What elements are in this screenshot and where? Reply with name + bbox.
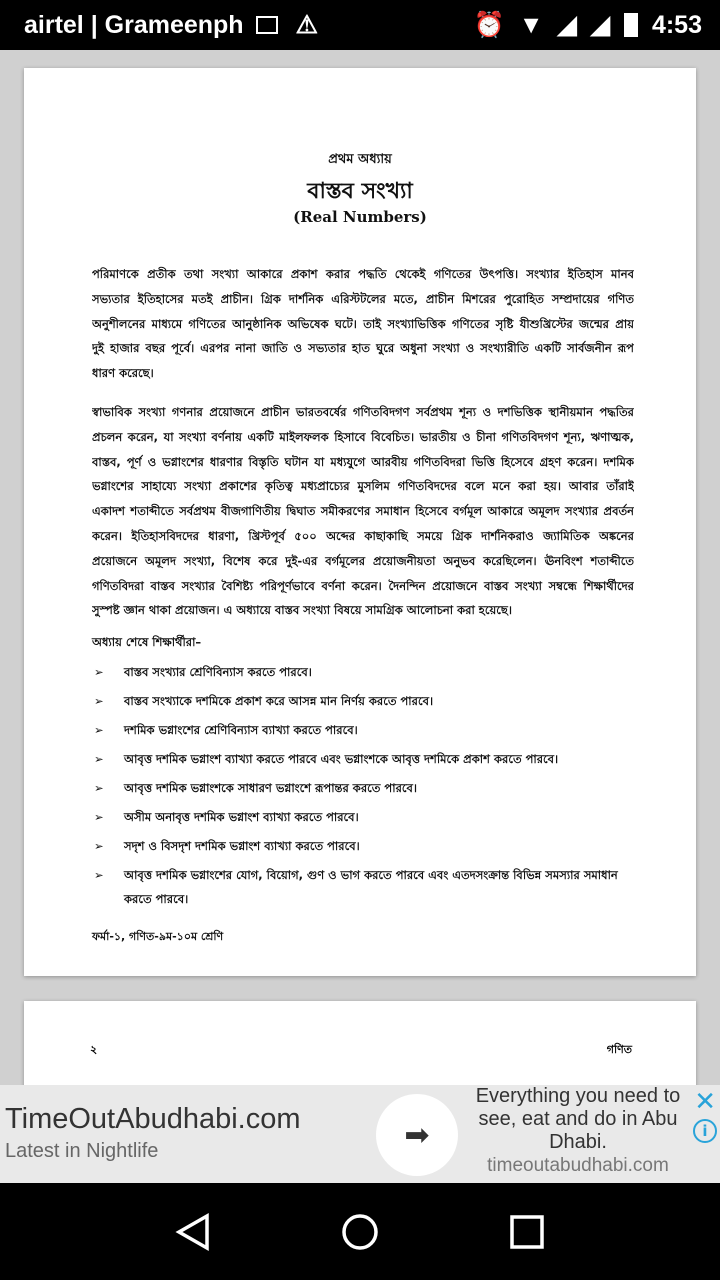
- objective-item: [94, 832, 634, 861]
- text-line: করেন। ইতিহাসবিদদের ধারণা, খ্রিস্টপূর্ব ৫০০ অব্দের কাছাকাছি সময়ে গ্রিক দার্শনিকরাও জ্যামিতিক অঙ্কনের: [92, 528, 634, 543]
- objective-item: [94, 861, 634, 911]
- ad-close-icon[interactable]: ✕: [694, 1087, 716, 1117]
- signal-icon: ◢: [557, 11, 577, 39]
- warning-icon: ⚠: [295, 11, 318, 39]
- ad-description: Everything you need to see, eat and do in Abu Dhabi.: [475, 1085, 681, 1153]
- objective-item: [94, 803, 634, 832]
- chapter-subtitle: (Real Numbers): [293, 208, 427, 226]
- objective-text: বাস্তব সংখ্যার শ্রেণিবিন্যাস করতে পারবে।: [124, 665, 312, 679]
- text-line: স্বাভাবিক সংখ্যা গণনার প্রয়োজনে প্রাচীন ভারতবর্ষের গণিতবিদগণ সর্বপ্রথম শূন্য ও দশভিত্তিক স্থানীয়মান পদ্ধতির: [92, 405, 634, 419]
- back-icon[interactable]: [173, 1212, 213, 1252]
- text-line: বাস্তব, পূর্ণ ও ভগ্নাংশের ধারণার বিস্তৃতি ঘটান যা মধ্যযুগে আরবীয় গণিতবিদরা ভিত্তি হিসেবে গ্রহণ করেন। দশমিক: [92, 454, 634, 469]
- clock: 4:53: [651, 10, 702, 39]
- objective-item: [94, 687, 634, 716]
- text-line: একাদশ শতাব্দীতে সর্বপ্রথম বীজগাণিতীয় দ্বিঘাত সমীকরণের সমাধান হিসেবে বর্গমূল আকারে অমূলদ সংখ্যার প্রবর্তন: [92, 504, 634, 519]
- ad-info-icon[interactable]: i: [693, 1119, 717, 1143]
- carrier-label: airtel | Grameenph: [24, 10, 244, 39]
- objective-text: দশমিক ভগ্নাংশের শ্রেণিবিন্যাস ব্যাখ্যা করতে পারবে।: [124, 723, 358, 737]
- ad-headline[interactable]: TimeOutAbudhabi.com: [5, 1103, 301, 1135]
- ad-arrow-button[interactable]: ➡: [376, 1094, 458, 1176]
- document-page-1[interactable]: [24, 68, 696, 976]
- bullet-arrow-icon: ➢: [94, 665, 104, 679]
- paragraph-2: [92, 400, 634, 623]
- text-line: ভগ্নাংশের সাহায্যে সংখ্যা প্রকাশের কৃতিত্ব মধ্যপ্রাচ্যের মুসলিম গণিতবিদদের বলে মনে করা হয়। আবার তাঁরাই: [92, 479, 634, 494]
- home-icon[interactable]: [340, 1212, 380, 1252]
- page-number: ২: [90, 1043, 98, 1056]
- text-line: প্রয়োজনে অমূলদ সংখ্যা, বিশেষ করে দুই-এর বর্গমূলের প্রয়োজনীয়তা অনুভব করেছিলেন। ঊনবিংশ শতাব্দীতে: [92, 553, 634, 568]
- navigation-bar: [0, 1183, 720, 1280]
- image-icon: [256, 16, 278, 34]
- objective-text: বাস্তব সংখ্যাকে দশমিকে প্রকাশ করে আসন্ন মান নির্ণয় করতে পারবে।: [124, 694, 434, 708]
- bullet-arrow-icon: ➢: [94, 694, 104, 708]
- bullet-arrow-icon: ➢: [94, 839, 104, 853]
- paragraph-1: [92, 262, 634, 386]
- objective-item: [94, 774, 634, 803]
- bullet-arrow-icon: ➢: [94, 810, 104, 824]
- objectives-list: [94, 658, 634, 911]
- battery-icon: [624, 13, 638, 37]
- page-footer: ফর্মা-১, গণিত-৯ম-১০ম শ্রেণি: [92, 930, 224, 943]
- text-line: সভ্যতার ইতিহাসের মতই প্রাচীন। গ্রিক দার্শনিক এরিস্টটলের মতে, প্রাচীন মিশরের পুরোহিত সম্প্রদায়ের গণিত: [92, 291, 634, 306]
- text-line: সুস্পষ্ট জ্ঞান থাকা প্রয়োজন। এ অধ্যায়ে বাস্তব সংখ্যা বিষয়ে সামগ্রিক আলোচনা করা হয়েছে।: [92, 603, 512, 618]
- objective-text: আবৃত্ত দশমিক ভগ্নাংশ ব্যাখ্যা করতে পারবে এবং ভগ্নাংশকে আবৃত্ত দশমিকে প্রকাশ করতে পারবে।: [124, 752, 559, 766]
- objective-text: আবৃত্ত দশমিক ভগ্নাংশকে সাধারণ ভগ্নাংশে রূপান্তর করতে পারবে।: [124, 781, 418, 795]
- alarm-icon: ⏰: [473, 10, 505, 39]
- text-line: অনুশীলনের মাধ্যমে গণিতের আনুষ্ঠানিক অভিষেক ঘটে। তাই সংখ্যাভিত্তিক গণিতের সৃষ্টি যীশুখ্রিস্টের জন্মের প্রায়: [92, 316, 634, 331]
- objective-item: [94, 716, 634, 745]
- objective-text: সদৃশ ও বিসদৃশ দশমিক ভগ্নাংশ ব্যাখ্যা করতে পারবে।: [124, 839, 360, 853]
- objective-item: [94, 658, 634, 687]
- chapter-label: প্রথম অধ্যায়: [328, 152, 392, 167]
- text-line: ধারণ করেছে।: [92, 366, 154, 381]
- text-line: প্রচলন করেন, যা সংখ্যা বর্ণনায় একটি মাইলফলক হিসাবে বিবেচিত। ভারতীয় ও চীনা গণিতবিদগণ শূন্য, ঋণাত্মক,: [92, 429, 634, 444]
- objective-text: আবৃত্ত দশমিক ভগ্নাংশের যোগ, বিয়োগ, গুণ ও ভাগ করতে পারবে এবং এতদসংক্রান্ত বিভিন্ন সমস্যার সমাধান করতে পারবে।: [124, 868, 618, 906]
- objective-item: [94, 745, 634, 774]
- document-page-2[interactable]: [24, 1001, 696, 1091]
- signal-icon-2: ◢: [590, 11, 610, 39]
- bullet-arrow-icon: ➢: [94, 781, 104, 795]
- objectives-heading: অধ্যায় শেষে শিক্ষার্থীরা–: [92, 635, 202, 649]
- status-bar: [0, 0, 720, 50]
- page-header: গণিত: [606, 1043, 632, 1056]
- bullet-arrow-icon: ➢: [94, 868, 104, 882]
- bullet-arrow-icon: ➢: [94, 752, 104, 766]
- ad-banner[interactable]: [0, 1085, 720, 1183]
- ad-subline: Latest in Nightlife: [5, 1140, 159, 1162]
- ad-url[interactable]: timeoutabudhabi.com: [487, 1155, 669, 1176]
- text-line: গণিতবিদরা বাস্তব সংখ্যার বৈশিষ্ট্য পরিপূর্ণভাবে বর্ণনা করেন। দৈনন্দিন প্রয়োজনে বাস্তব সংখ্যা সম্বন্ধে শিক্ষার্থীদের: [92, 578, 634, 593]
- bullet-arrow-icon: ➢: [94, 723, 104, 737]
- objective-text: অসীম অনাবৃত্ত দশমিক ভগ্নাংশ ব্যাখ্যা করতে পারবে।: [124, 810, 359, 824]
- wifi-icon: ▼: [518, 10, 544, 39]
- recents-icon[interactable]: [507, 1212, 547, 1252]
- chapter-title: বাস্তব সংখ্যা: [307, 178, 413, 204]
- text-line: পরিমাণকে প্রতীক তথা সংখ্যা আকারে প্রকাশ করার পদ্ধতি থেকেই গণিতের উৎপত্তি। সংখ্যার ইতিহাস মানব: [92, 267, 634, 281]
- text-line: দুই হাজার বছর পূর্বে। এরপর নানা জাতি ও সভ্যতার হাত ঘুরে অধুনা সংখ্যা ও সংখ্যারীতি একটি সার্বজনীন রূপ: [92, 341, 634, 356]
